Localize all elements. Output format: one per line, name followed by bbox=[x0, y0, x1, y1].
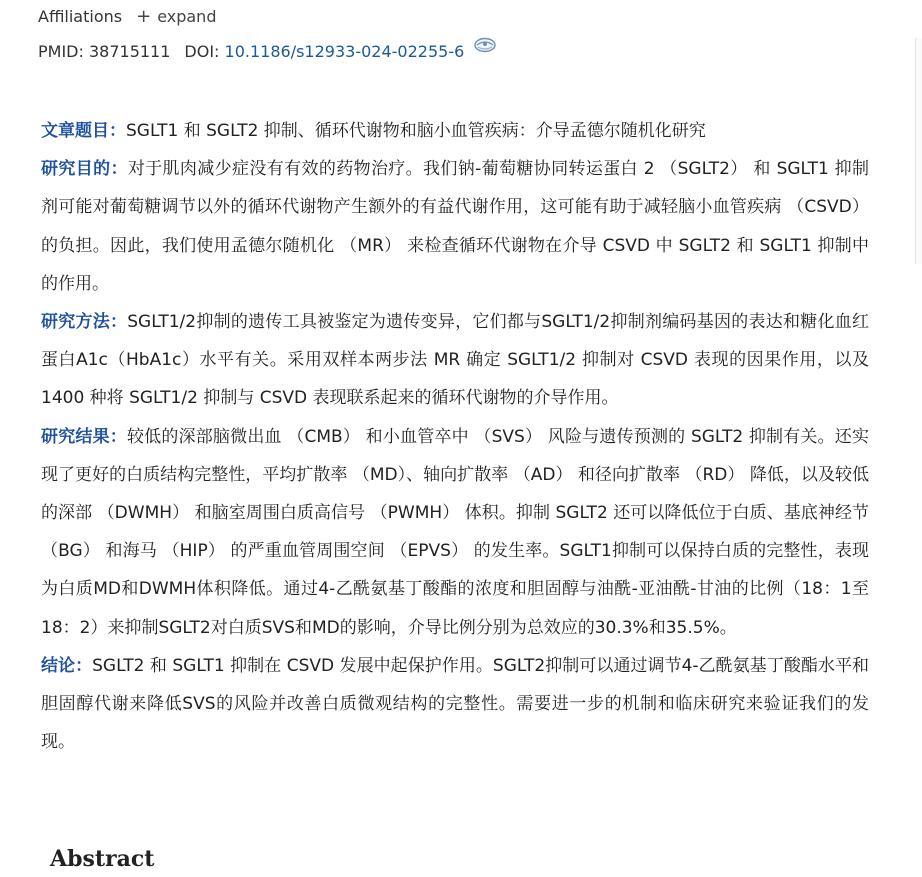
identifiers-row bbox=[38, 42, 497, 61]
translated-abstract bbox=[41, 112, 869, 761]
results-text: 较低的深部脑微出血 （CMB） 和小血管卒中 （SVS） 风险与遗传预测的 SGLT2 抑制有关。还实现了更好的白质结构完整性，平均扩散率 （MD）、轴向扩散率 （AD） 和径向扩散率 （RD） 降低，以及较低的深部 （DWMH） 和脑室周围白质高信号 （PWMH） 体积。抑制 SGLT2 还可以降低位于白质、基底神经节 （BG） 和海马 （HIP） 的严重血管周围空间 （EPVS） 的发生率。SGLT1抑制可以保持白质的完整性，表现为白质MD和DWMH体积降低。通过4-乙酰氨基丁酸酯的浓度和胆固醇与油酰-亚油酰-甘油的比例（18：1至18：2）来抑制SGLT2对白质SVS和MD的影响，介导比例分别为总效应的30.3%和35.5%。 bbox=[41, 426, 869, 638]
title-text: SGLT1 和 SGLT2 抑制、循环代谢物和脑小血管疾病：介导孟德尔随机化研究 bbox=[126, 121, 706, 141]
conclusion-text: SGLT2 和 SGLT1 抑制在 CSVD 发展中起保护作用。SGLT2抑制可以通过调节4-乙酰氨基丁酸酯水平和胆固醇代谢来降低SVS的风险并改善白质微观结构的完整性。需要进一步的机制和临床研究来验证我们的发现。 bbox=[41, 655, 870, 753]
expand-affiliations-button[interactable] bbox=[136, 7, 216, 26]
purpose-text: 对于肌肉减少症没有有效的药物治疗。我们钠-葡萄糖协同转运蛋白 2 （SGLT2） 和 SGLT1 抑制剂可能对葡萄糖调节以外的循环代谢物产生额外的有益代谢作用，这可能有助于减轻脑小血管疾病 （CSVD） 的负担。因此，我们使用孟德尔随机化 （MR） 来检查循环代谢物在介导 CSVD 中 SGLT2 和 SGLT1 抑制中的作用。 bbox=[41, 159, 869, 294]
translate-icon[interactable] bbox=[473, 36, 497, 58]
title-paragraph bbox=[41, 112, 869, 150]
abstract-heading: Abstract bbox=[50, 846, 155, 872]
methods-paragraph bbox=[41, 303, 869, 418]
methods-text: SGLT1/2抑制的遗传工具被鉴定为遗传变异，它们都与SGLT1/2抑制剂编码基因的表达和糖化血红蛋白A1c（HbA1c）水平有关。采用双样本两步法 MR 确定 SGLT1/2 抑制对 CSVD 表现的因果作用，以及 1400 种将 SGLT1/2 抑制与 CSVD 表现联系起来的循环代谢物的介导作用。 bbox=[41, 312, 869, 409]
results-label: 研究结果： bbox=[41, 426, 127, 447]
doi-label: DOI: bbox=[184, 42, 220, 61]
conclusion-paragraph bbox=[41, 647, 869, 762]
doi-link[interactable]: 10.1186/s12933-024-02255-6 bbox=[224, 42, 465, 61]
purpose-paragraph bbox=[41, 150, 869, 303]
methods-label: 研究方法： bbox=[41, 312, 128, 333]
affiliations-row bbox=[38, 6, 216, 27]
results-paragraph bbox=[41, 418, 869, 647]
title-label: 文章题目： bbox=[41, 121, 126, 141]
affiliations-label: Affiliations bbox=[38, 7, 123, 26]
plus-icon: + bbox=[136, 6, 152, 27]
pmid: PMID: 38715111 bbox=[38, 42, 171, 61]
expand-label: expand bbox=[157, 7, 217, 26]
side-scrollbar[interactable] bbox=[915, 38, 922, 264]
conclusion-label: 结论： bbox=[41, 655, 93, 676]
purpose-label: 研究目的： bbox=[41, 159, 128, 180]
